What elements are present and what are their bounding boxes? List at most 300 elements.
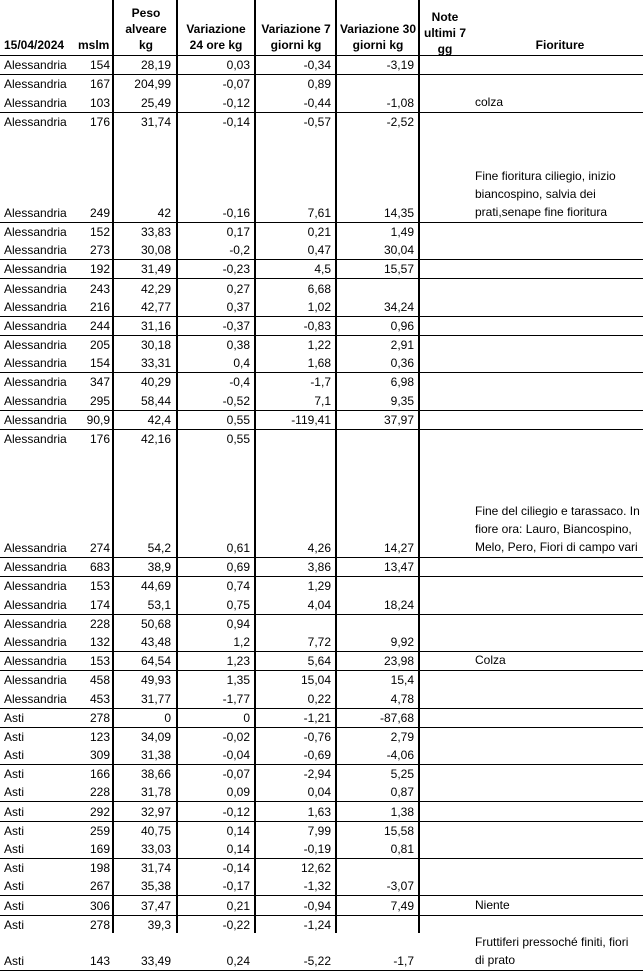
cell-var24[interactable]: 0,09 <box>226 785 250 800</box>
cell-peso[interactable]: 25,49 <box>140 95 171 110</box>
header-mslm[interactable]: mslm <box>78 38 110 52</box>
cell-var7[interactable]: -5,22 <box>303 953 331 968</box>
row-group <box>0 652 643 671</box>
cell-var30[interactable]: -87,68 <box>379 710 414 725</box>
row-group <box>0 615 643 652</box>
row-group <box>0 558 643 577</box>
cell-city[interactable]: Alessandria <box>4 616 67 631</box>
cell-mslm[interactable]: 228 <box>89 785 110 800</box>
cell-var24[interactable]: 0,74 <box>226 579 250 594</box>
row-group <box>0 916 643 971</box>
cell-city[interactable]: Asti <box>4 729 25 744</box>
row-group <box>0 411 643 430</box>
cell-mslm[interactable]: 292 <box>89 804 110 819</box>
cell-city[interactable]: Alessandria <box>4 634 67 649</box>
row-group <box>0 56 643 75</box>
cell-var7[interactable]: 1,68 <box>307 356 331 371</box>
cell-mslm[interactable]: 278 <box>89 917 110 932</box>
table-row <box>0 354 643 372</box>
table-row <box>0 652 643 670</box>
cell-peso[interactable]: 31,77 <box>140 691 171 706</box>
cell-var30[interactable]: 13,47 <box>383 560 414 575</box>
cell-var7[interactable]: -0,57 <box>303 114 331 129</box>
cell-var24[interactable]: 0,75 <box>226 597 250 612</box>
header-peso[interactable]: Peso alveare kg <box>125 6 167 52</box>
table-row <box>0 689 643 707</box>
cell-mslm[interactable]: 198 <box>89 861 110 876</box>
cell-peso[interactable]: 54,2 <box>147 541 171 555</box>
cell-peso[interactable]: 50,68 <box>140 616 171 631</box>
cell-var24[interactable]: 0,21 <box>226 898 250 913</box>
cell-city[interactable]: Asti <box>4 823 25 838</box>
cell-city[interactable]: Alessandria <box>4 356 67 371</box>
table-row <box>0 746 643 764</box>
cell-var24[interactable]: -0,07 <box>222 77 250 92</box>
cell-peso[interactable]: 35,38 <box>140 879 171 894</box>
cell-peso[interactable]: 49,93 <box>140 673 171 688</box>
cell-var30[interactable]: -1,08 <box>386 95 414 110</box>
cell-peso[interactable]: 42 <box>157 205 171 220</box>
cell-city[interactable]: Alessandria <box>4 673 67 688</box>
cell-peso[interactable]: 32,97 <box>140 804 171 819</box>
cell-var30[interactable]: 0,87 <box>390 785 414 800</box>
table-row <box>0 75 643 93</box>
cell-mslm[interactable]: 347 <box>89 375 110 390</box>
cell-var24[interactable]: -0,23 <box>222 262 250 277</box>
cell-var24[interactable]: 0 <box>243 710 250 725</box>
row-group <box>0 709 643 728</box>
cell-mslm[interactable]: 176 <box>89 114 110 129</box>
cell-peso[interactable]: 31,49 <box>140 262 171 277</box>
table-row <box>0 241 643 259</box>
cell-var24[interactable]: -0,12 <box>222 95 250 110</box>
cell-var30[interactable]: -1,7 <box>393 953 414 968</box>
cell-var24[interactable]: 1,2 <box>233 634 250 649</box>
cell-var7[interactable]: -0,94 <box>303 898 331 913</box>
cell-var24[interactable]: 0,4 <box>233 356 250 371</box>
cell-peso[interactable]: 58,44 <box>140 393 171 408</box>
cell-var24[interactable]: 0,14 <box>226 823 250 838</box>
cell-var24[interactable]: 1,23 <box>226 654 250 669</box>
cell-peso[interactable]: 64,54 <box>140 654 171 669</box>
cell-var7[interactable]: -0,69 <box>303 748 331 763</box>
cell-var24[interactable]: -0,07 <box>222 767 250 782</box>
cell-peso[interactable]: 40,75 <box>140 823 171 838</box>
cell-mslm[interactable]: 152 <box>89 224 110 239</box>
cell-var7[interactable]: 4,26 <box>307 541 331 555</box>
table-row <box>0 113 643 131</box>
cell-city[interactable]: Alessandria <box>4 77 67 92</box>
cell-var24[interactable]: -0,4 <box>229 375 250 390</box>
cell-mslm[interactable]: 132 <box>89 634 110 649</box>
cell-var30[interactable]: 34,24 <box>383 299 414 314</box>
table-row <box>0 577 643 595</box>
cell-var7[interactable]: 0,21 <box>307 224 331 239</box>
cell-var24[interactable]: 0,17 <box>226 224 250 239</box>
header-var24[interactable]: Variazione 24 ore kg <box>186 22 246 52</box>
cell-fioriture[interactable]: Fine fioritura ciliegio, inizio biancospino, salvia dei prati,senape fine fioritura <box>475 168 616 219</box>
cell-mslm[interactable]: 295 <box>89 393 110 408</box>
cell-var24[interactable]: 0,61 <box>226 541 250 555</box>
cell-var7[interactable]: 7,1 <box>314 393 331 408</box>
cell-mslm[interactable]: 259 <box>89 823 110 838</box>
cell-peso[interactable]: 33,03 <box>140 842 171 856</box>
cell-var24[interactable]: 0,37 <box>226 299 250 314</box>
cell-var7[interactable]: 1,63 <box>307 804 331 819</box>
column-divider <box>335 0 337 933</box>
cell-peso[interactable]: 31,16 <box>140 318 171 333</box>
column-divider <box>254 0 256 933</box>
cell-mslm[interactable]: 174 <box>89 597 110 612</box>
cell-var30[interactable]: 18,24 <box>383 597 414 612</box>
table-body <box>0 56 643 971</box>
cell-var30[interactable]: 1,38 <box>390 804 414 819</box>
cell-mslm[interactable]: 154 <box>89 356 110 371</box>
cell-var7[interactable]: 7,61 <box>307 205 331 220</box>
cell-var30[interactable]: 0,96 <box>390 318 414 333</box>
cell-var24[interactable]: 0,55 <box>226 412 250 427</box>
column-divider <box>112 0 114 933</box>
table-row <box>0 934 643 970</box>
cell-peso[interactable]: 31,74 <box>140 861 171 876</box>
cell-city[interactable]: Asti <box>4 861 25 876</box>
cell-mslm[interactable]: 216 <box>89 299 110 314</box>
cell-mslm[interactable]: 309 <box>89 748 110 763</box>
cell-var7[interactable]: -1,32 <box>303 879 331 894</box>
cell-peso[interactable]: 42,4 <box>147 412 171 427</box>
cell-var24[interactable]: 0,14 <box>226 842 250 856</box>
cell-peso[interactable]: 39,3 <box>147 917 171 932</box>
row-group <box>0 336 643 373</box>
cell-city[interactable]: Alessandria <box>4 560 67 575</box>
cell-peso[interactable]: 43,48 <box>140 634 171 649</box>
row-group <box>0 802 643 821</box>
cell-peso[interactable]: 204,99 <box>134 77 171 92</box>
cell-peso[interactable]: 38,66 <box>140 767 171 782</box>
table-row <box>0 877 643 895</box>
table-row <box>0 916 643 934</box>
cell-mslm[interactable]: 123 <box>89 729 110 744</box>
table-row <box>0 859 643 877</box>
cell-var7[interactable]: 0,89 <box>307 77 331 92</box>
cell-var7[interactable]: -1,7 <box>310 375 331 390</box>
cell-var7[interactable]: 1,29 <box>307 579 331 594</box>
cell-var7[interactable]: -0,19 <box>303 842 331 856</box>
cell-city[interactable]: Alessandria <box>4 318 67 333</box>
cell-var24[interactable]: -0,12 <box>222 804 250 819</box>
cell-var7[interactable]: -2,94 <box>303 767 331 782</box>
table-row <box>0 56 643 74</box>
row-group <box>0 728 643 765</box>
cell-var24[interactable]: 0,94 <box>226 616 250 631</box>
cell-city[interactable]: Asti <box>4 842 25 856</box>
cell-mslm[interactable]: 143 <box>89 953 110 968</box>
cell-var30[interactable]: 1,49 <box>390 224 414 239</box>
cell-peso[interactable]: 40,29 <box>140 375 171 390</box>
cell-mslm[interactable]: 683 <box>89 560 110 575</box>
table-row <box>0 671 643 689</box>
cell-mslm[interactable]: 103 <box>89 95 110 110</box>
cell-peso[interactable]: 42,29 <box>140 281 171 296</box>
cell-var7[interactable]: 7,99 <box>307 823 331 838</box>
cell-var24[interactable]: 0,55 <box>226 432 250 446</box>
table-header <box>0 0 643 56</box>
cell-var24[interactable]: 0,27 <box>226 281 250 296</box>
cell-mslm[interactable]: 453 <box>89 691 110 706</box>
cell-peso[interactable]: 34,09 <box>140 729 171 744</box>
cell-var30[interactable]: 14,35 <box>383 205 414 220</box>
table-row <box>0 317 643 335</box>
cell-mslm[interactable]: 153 <box>89 579 110 594</box>
cell-var30[interactable]: -2,52 <box>386 114 414 129</box>
cell-city[interactable]: Alessandria <box>4 579 67 594</box>
cell-var30[interactable]: 15,57 <box>383 262 414 277</box>
cell-var24[interactable]: 1,35 <box>226 673 250 688</box>
cell-var24[interactable]: 0,03 <box>226 58 250 73</box>
cell-peso[interactable]: 30,08 <box>140 243 171 258</box>
cell-city[interactable]: Alessandria <box>4 224 67 239</box>
cell-fioriture[interactable]: Fine del ciliegio e tarassaco. In fiore ora: Lauro, Biancospino, Melo, Pero, Fiori di campo vari <box>475 504 640 554</box>
cell-var7[interactable]: -0,76 <box>303 729 331 744</box>
header-var30[interactable]: Variazione 30 giorni kg <box>339 22 417 52</box>
cell-var30[interactable]: 9,35 <box>390 393 414 408</box>
table-row <box>0 336 643 354</box>
cell-var30[interactable]: -3,19 <box>386 58 414 73</box>
cell-var7[interactable]: 5,64 <box>307 654 331 669</box>
cell-var30[interactable]: 15,58 <box>383 823 414 838</box>
cell-peso[interactable]: 28,19 <box>140 58 171 73</box>
cell-var30[interactable]: 23,98 <box>383 654 414 669</box>
cell-var30[interactable]: 7,49 <box>390 898 414 913</box>
cell-peso[interactable]: 0 <box>164 710 171 725</box>
cell-city[interactable]: Alessandria <box>4 338 67 353</box>
cell-var30[interactable]: -3,07 <box>386 879 414 894</box>
row-group <box>0 223 643 260</box>
cell-mslm[interactable]: 243 <box>89 281 110 296</box>
cell-var7[interactable]: 0,22 <box>307 691 331 706</box>
cell-mslm[interactable]: 153 <box>89 654 110 669</box>
cell-city[interactable]: Asti <box>4 917 25 932</box>
header-var7[interactable]: Variazione 7 giorni kg <box>261 22 331 52</box>
cell-mslm[interactable]: 458 <box>89 673 110 688</box>
cell-city[interactable]: Alessandria <box>4 412 67 427</box>
cell-var30[interactable]: 4,78 <box>390 691 414 706</box>
cell-peso[interactable]: 38,9 <box>147 560 171 575</box>
cell-var24[interactable]: 0,38 <box>226 338 250 353</box>
table-row <box>0 298 643 316</box>
cell-city[interactable]: Asti <box>4 748 25 763</box>
cell-city[interactable]: Alessandria <box>4 114 67 129</box>
cell-city[interactable]: Alessandria <box>4 393 67 408</box>
header-fioriture[interactable]: Fioriture <box>535 38 585 52</box>
table-row <box>0 373 643 391</box>
cell-var30[interactable]: 2,91 <box>390 338 414 353</box>
cell-city[interactable]: Alessandria <box>4 58 67 73</box>
table-row <box>0 448 643 557</box>
cell-city[interactable]: Asti <box>4 898 25 913</box>
cell-var30[interactable]: 14,27 <box>383 541 414 555</box>
table-row <box>0 223 643 241</box>
cell-mslm[interactable]: 205 <box>89 338 110 353</box>
cell-var7[interactable]: 4,04 <box>307 597 331 612</box>
cell-city[interactable]: Asti <box>4 953 25 968</box>
cell-var7[interactable]: 6,68 <box>307 281 331 296</box>
cell-mslm[interactable]: 267 <box>89 879 110 894</box>
cell-var7[interactable]: -0,44 <box>303 95 331 110</box>
cell-city[interactable]: Alessandria <box>4 654 67 669</box>
cell-mslm[interactable]: 273 <box>89 243 110 258</box>
cell-var24[interactable]: -0,17 <box>222 879 250 894</box>
cell-peso[interactable]: 31,74 <box>140 114 171 129</box>
cell-city[interactable]: Alessandria <box>4 432 67 446</box>
cell-fioriture[interactable]: Niente <box>475 897 510 912</box>
table-row <box>0 615 643 633</box>
cell-mslm[interactable]: 154 <box>89 58 110 73</box>
cell-var24[interactable]: 0,24 <box>226 953 250 968</box>
cell-city[interactable]: Alessandria <box>4 95 67 110</box>
cell-var7[interactable]: 1,02 <box>307 299 331 314</box>
table-row <box>0 633 643 651</box>
cell-peso[interactable]: 30,18 <box>140 338 171 353</box>
table-row <box>0 709 643 727</box>
column-divider <box>176 0 178 933</box>
cell-city[interactable]: Alessandria <box>4 262 67 277</box>
cell-var24[interactable]: -0,02 <box>222 729 250 744</box>
cell-peso[interactable]: 33,31 <box>140 356 171 371</box>
cell-mslm[interactable]: 274 <box>89 541 110 555</box>
cell-peso[interactable]: 31,78 <box>140 785 171 800</box>
cell-mslm[interactable]: 90,9 <box>86 412 110 427</box>
row-group <box>0 896 643 915</box>
cell-var24[interactable]: -0,14 <box>222 114 250 129</box>
cell-var7[interactable]: 4,5 <box>314 262 331 277</box>
cell-var7[interactable]: 0,47 <box>307 243 331 258</box>
row-group <box>0 75 643 112</box>
cell-var30[interactable]: 0,36 <box>390 356 414 371</box>
cell-var24[interactable]: -0,14 <box>222 861 250 876</box>
cell-var7[interactable]: -1,21 <box>303 710 331 725</box>
cell-city[interactable]: Alessandria <box>4 299 67 314</box>
table-row <box>0 765 643 783</box>
cell-city[interactable]: Alessandria <box>4 243 67 258</box>
cell-var24[interactable]: 0,69 <box>226 560 250 575</box>
cell-var30[interactable]: 9,92 <box>390 634 414 649</box>
table-row <box>0 93 643 111</box>
cell-peso[interactable]: 42,16 <box>140 432 171 446</box>
header-note[interactable]: Note ultimi 7 gg <box>424 10 467 56</box>
table-row <box>0 822 643 840</box>
cell-var7[interactable]: 1,22 <box>307 338 331 353</box>
cell-mslm[interactable]: 192 <box>89 262 110 277</box>
cell-peso[interactable]: 44,69 <box>140 579 171 594</box>
cell-mslm[interactable]: 249 <box>89 205 110 220</box>
row-group <box>0 373 643 410</box>
cell-var7[interactable]: -0,83 <box>303 318 331 333</box>
table-row <box>0 391 643 409</box>
cell-city[interactable]: Asti <box>4 767 25 782</box>
cell-var30[interactable]: -4,06 <box>386 748 414 763</box>
cell-mslm[interactable]: 244 <box>89 318 110 333</box>
cell-fioriture[interactable]: Fruttiferi pressoché finiti, fiori di prato <box>475 934 629 967</box>
cell-mslm[interactable]: 169 <box>89 842 110 856</box>
cell-mslm[interactable]: 228 <box>89 616 110 631</box>
table-row <box>0 783 643 801</box>
cell-peso[interactable]: 42,77 <box>140 299 171 314</box>
cell-var7[interactable]: -1,24 <box>303 917 331 932</box>
cell-city[interactable]: Alessandria <box>4 541 67 555</box>
cell-var30[interactable]: 30,04 <box>383 243 414 258</box>
cell-var24[interactable]: -0,22 <box>222 917 250 932</box>
cell-mslm[interactable]: 167 <box>89 77 110 92</box>
cell-city[interactable]: Asti <box>4 785 25 800</box>
cell-city[interactable]: Alessandria <box>4 281 67 296</box>
row-group <box>0 430 643 558</box>
table-row <box>0 131 643 222</box>
cell-peso[interactable]: 33,49 <box>140 953 171 968</box>
cell-mslm[interactable]: 176 <box>89 432 110 446</box>
cell-var24[interactable]: -0,37 <box>222 318 250 333</box>
cell-city[interactable]: Alessandria <box>4 597 67 612</box>
header-date[interactable]: 15/04/2024 <box>4 38 65 52</box>
cell-city[interactable]: Alessandria <box>4 375 67 390</box>
cell-var30[interactable]: 15,4 <box>390 673 414 688</box>
cell-mslm[interactable]: 278 <box>89 710 110 725</box>
cell-var24[interactable]: -1,77 <box>222 691 250 706</box>
cell-city[interactable]: Alessandria <box>4 691 67 706</box>
table-row <box>0 558 643 576</box>
row-group <box>0 113 643 223</box>
cell-var30[interactable]: 0,81 <box>390 842 414 856</box>
cell-var24[interactable]: -0,04 <box>222 748 250 763</box>
table-row <box>0 595 643 613</box>
cell-mslm[interactable]: 166 <box>89 767 110 782</box>
cell-var24[interactable]: -0,52 <box>222 393 250 408</box>
cell-var7[interactable]: 0,04 <box>307 785 331 800</box>
cell-mslm[interactable]: 306 <box>89 898 110 913</box>
table-row <box>0 728 643 746</box>
row-group <box>0 859 643 896</box>
cell-var7[interactable]: 12,62 <box>300 861 331 876</box>
table-row <box>0 896 643 914</box>
cell-peso[interactable]: 31,38 <box>140 748 171 763</box>
cell-var7[interactable]: 7,72 <box>307 634 331 649</box>
cell-var30[interactable]: 6,98 <box>390 375 414 390</box>
cell-var30[interactable]: 5,25 <box>390 767 414 782</box>
cell-var7[interactable]: 15,04 <box>300 673 331 688</box>
cell-var24[interactable]: -0,16 <box>222 205 250 220</box>
cell-var7[interactable]: -0,34 <box>303 58 331 73</box>
table-row <box>0 802 643 820</box>
cell-var30[interactable]: 2,79 <box>390 729 414 744</box>
table-row <box>0 279 643 297</box>
cell-peso[interactable]: 33,83 <box>140 224 171 239</box>
row-group <box>0 765 643 802</box>
cell-peso[interactable]: 53,1 <box>147 597 171 612</box>
cell-fioriture[interactable]: Colza <box>475 653 506 668</box>
column-divider <box>418 0 420 933</box>
cell-var24[interactable]: -0,2 <box>229 243 250 258</box>
cell-peso[interactable]: 37,47 <box>140 898 171 913</box>
cell-var30[interactable]: 37,97 <box>383 412 414 427</box>
cell-city[interactable]: Asti <box>4 710 25 725</box>
row-group <box>0 317 643 336</box>
cell-fioriture[interactable]: colza <box>475 94 504 109</box>
cell-city[interactable]: Asti <box>4 804 25 819</box>
cell-city[interactable]: Asti <box>4 879 25 894</box>
cell-var7[interactable]: 3,86 <box>307 560 331 575</box>
cell-var7[interactable]: -119,41 <box>291 412 331 427</box>
cell-city[interactable]: Alessandria <box>4 205 67 220</box>
